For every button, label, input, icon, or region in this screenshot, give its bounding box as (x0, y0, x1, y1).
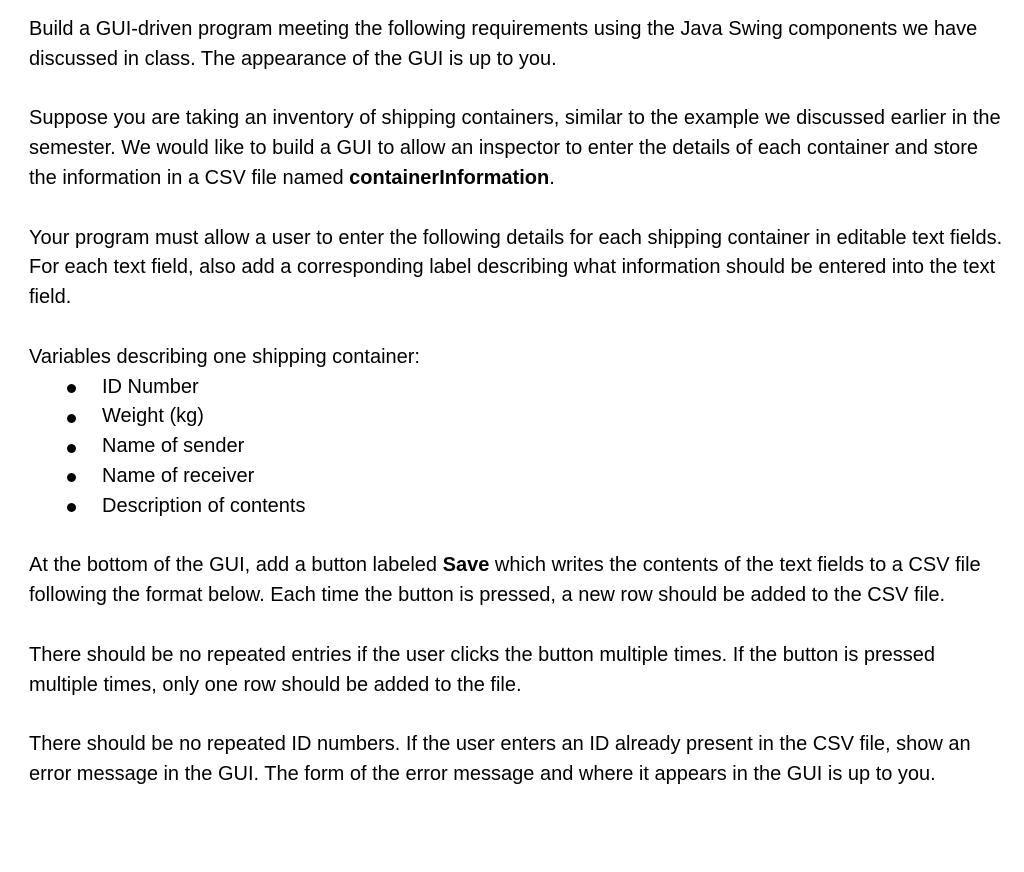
intro-paragraph: Build a GUI-driven program meeting the following requirements using the Java Swing components we have discussed in class. The appearance of the GUI is up to you. (29, 18, 978, 70)
bullet-icon (67, 444, 76, 453)
unique-id-paragraph: There should be no repeated ID numbers. If the user enters an ID already present in the CSV file, show an error message in the GUI. The form of the error message and where it appears in the GUI is up to you. (29, 733, 971, 785)
list-item (29, 462, 1004, 492)
bullet-icon (67, 473, 76, 482)
scenario-paragraph (29, 104, 1004, 193)
assignment-document (29, 15, 1004, 820)
no-duplicates-paragraph: There should be no repeated entries if the user clicks the button multiple times. If the button is pressed multiple times, only one row should be added to the file. (29, 643, 936, 696)
bullet-icon (67, 503, 76, 512)
save-text: At the bottom of the GUI, add a button labeled (29, 554, 443, 577)
bullet-icon (67, 384, 76, 393)
list-item (29, 432, 1004, 462)
list-item-label: Name of receiver (102, 464, 255, 487)
list-item (29, 373, 1004, 403)
variables-heading: Variables describing one shipping container: (29, 345, 420, 368)
list-item-label: Weight (kg) (102, 405, 204, 428)
list-item (29, 492, 1004, 522)
bullet-icon (67, 414, 76, 423)
scenario-text-end: . (549, 166, 555, 189)
save-text-end: which writes the contents of the text fields to a CSV file following the format below. Each time the button is pressed, a new row should be added to the CSV file. (29, 554, 981, 607)
list-item (29, 402, 1004, 432)
list-item-label: ID Number (102, 375, 199, 398)
list-item-label: Name of sender (102, 435, 245, 458)
save-label: Save (442, 554, 490, 577)
scenario-text: Suppose you are taking an inventory of shipping containers, similar to the example we discussed earlier in the semester. We would like to build a GUI to allow an inspector to enter the details of each container and store the information in a CSV file named (29, 107, 1001, 189)
save-button-paragraph (29, 551, 1004, 611)
list-item-label: Description of contents (102, 494, 306, 517)
csv-filename: containerInformation (349, 166, 550, 189)
requirements-paragraph: Your program must allow a user to enter the following details for each shipping container in editable text fields. For each text field, also add a corresponding label describing what information should be entered into the text field. (29, 226, 1003, 309)
variables-list (29, 373, 1004, 522)
